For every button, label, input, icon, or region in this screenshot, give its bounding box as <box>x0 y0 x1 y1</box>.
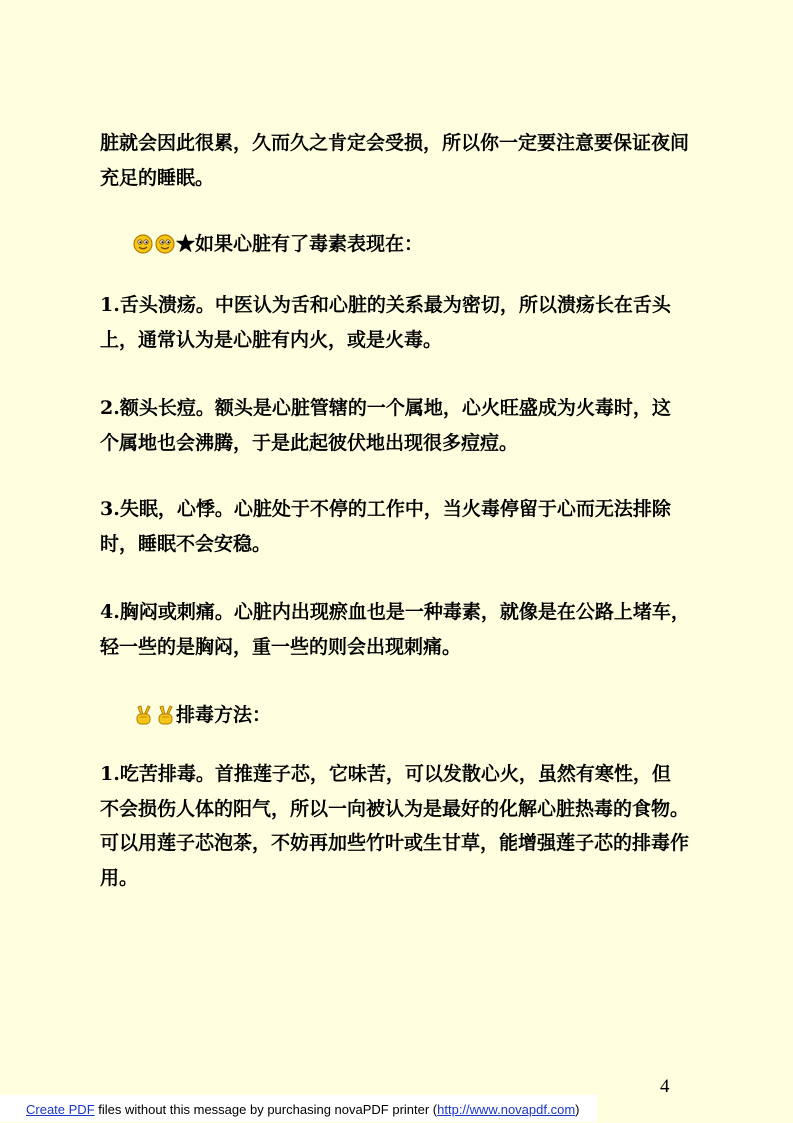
heading-text: ★如果心脏有了毒素表现在： <box>176 233 424 255</box>
text-line: 1.舌头溃疡。中医认为舌和心脏的关系最为密切，所以溃疡长在舌头 <box>100 294 671 316</box>
heading-text: 排毒方法： <box>176 704 272 726</box>
text-line: 1.吃苦排毒。首推莲子芯，它味苦，可以发散心火，虽然有寒性，但 <box>100 763 671 785</box>
detox-methods-heading <box>132 700 271 730</box>
pdf-watermark-footer <box>0 1095 597 1122</box>
toxin-sign-2-paragraph <box>100 391 726 460</box>
footer-close-paren: ) <box>575 1102 580 1117</box>
text-line: 轻一些的是胸闷，重一些的则会出现刺痛。 <box>100 635 462 658</box>
text-line: 不会损伤人体的阳气，所以一向被认为是最好的化解心脏热毒的食物。 <box>100 797 690 820</box>
victory-hand-icon <box>154 704 176 726</box>
toxin-sign-1-paragraph <box>100 288 726 357</box>
intro-paragraph <box>100 126 726 195</box>
text-line: 2.额头长痘。额头是心脏管辖的一个属地，心火旺盛成为火毒时，这 <box>100 397 671 419</box>
toxin-signs-heading <box>132 229 423 259</box>
text-line: 3.失眠，心悸。心脏处于不停的工作中，当火毒停留于心而无法排除 <box>100 498 671 520</box>
detox-method-1-paragraph <box>100 757 726 895</box>
text-line: 时，睡眠不会安稳。 <box>100 532 272 555</box>
novapdf-url-link[interactable]: http://www.novapdf.com <box>437 1102 576 1117</box>
victory-hand-icon <box>132 704 154 726</box>
text-line: 用。 <box>100 866 139 889</box>
toxin-sign-4-paragraph <box>100 595 726 664</box>
create-pdf-link[interactable]: Create PDF <box>26 1102 95 1117</box>
text-line: 充足的睡眠。 <box>100 166 215 189</box>
footer-message: files without this message by purchasing novaPDF printer ( <box>94 1102 438 1117</box>
smiley-face-icon <box>132 233 154 255</box>
smiley-face-icon <box>154 233 176 255</box>
toxin-sign-3-paragraph <box>100 492 726 561</box>
text-line: 个属地也会沸腾，于是此起彼伏地出现很多痘痘。 <box>100 431 519 454</box>
page-number: 4 <box>660 1076 670 1097</box>
text-line: 脏就会因此很累，久而久之肯定会受损，所以你一定要注意要保证夜间 <box>100 132 690 154</box>
text-line: 4.胸闷或刺痛。心脏内出现瘀血也是一种毒素，就像是在公路上堵车， <box>100 601 690 623</box>
text-line: 上，通常认为是心脏有内火，或是火毒。 <box>100 328 443 351</box>
text-line: 可以用莲子芯泡茶，不妨再加些竹叶或生甘草，能增强莲子芯的排毒作 <box>100 832 690 854</box>
